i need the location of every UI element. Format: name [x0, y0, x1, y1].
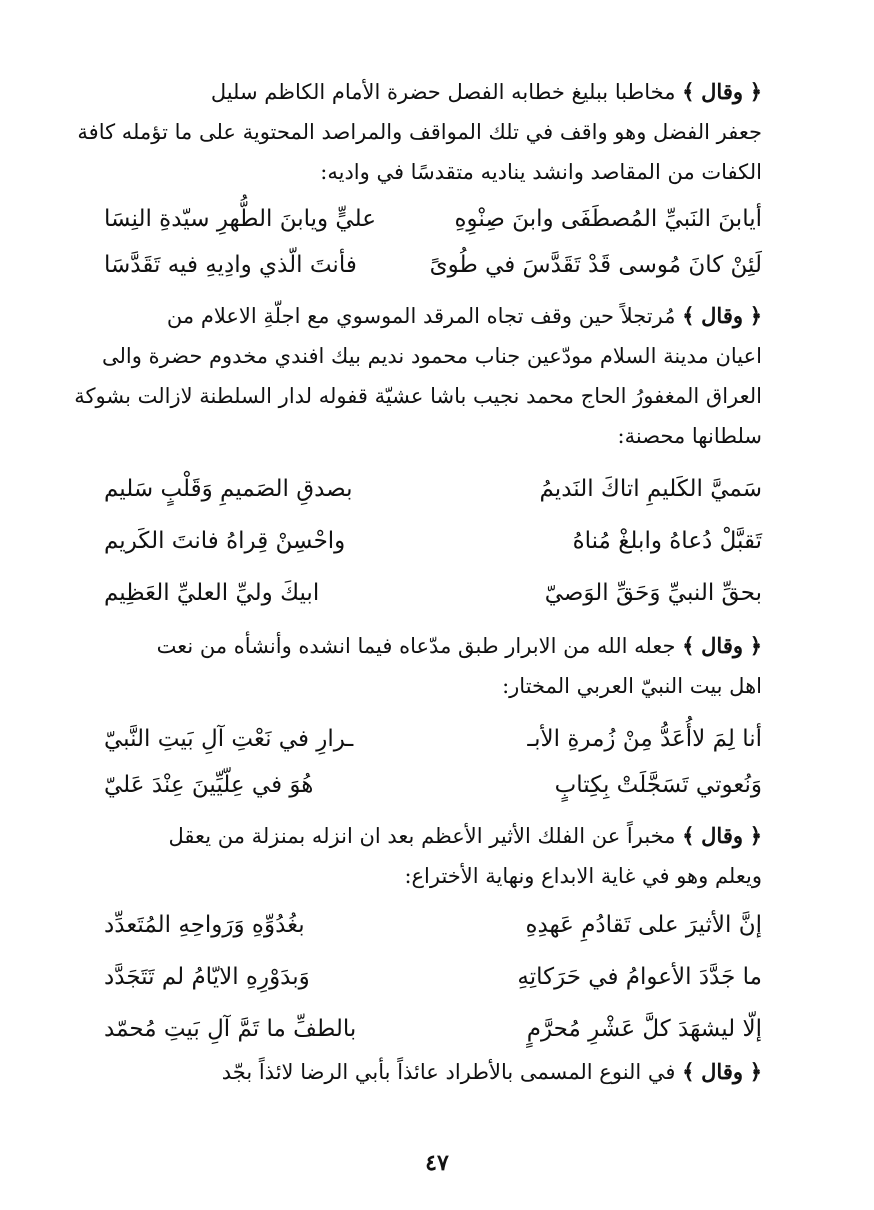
prose-text: جعله الله من الابرار طبق مدّعاه فيما انشده وأنشأه من نعت: [156, 634, 683, 658]
ornament-close: ﴾: [682, 79, 695, 104]
prose-text: في النوع المسمى بالأطراد عائذاً بأبي الرضا لائذاً بجّد: [221, 1060, 683, 1084]
prose-paragraph: [104, 816, 762, 896]
ornament-close: ﴾: [682, 1059, 695, 1084]
prose-line: الكفات من المقاصد وانشد يناديه متقدسًا في واديه:: [320, 160, 762, 184]
ornament-close: ﴾: [682, 823, 695, 848]
verse-second-hemistich: واحْسِنْ قِراهُ فانتَ الكَريم: [104, 528, 346, 554]
ornament-close: ﴾: [682, 303, 695, 328]
ornament-open: ﴿: [749, 633, 762, 658]
verse-line: [104, 466, 762, 512]
prose-line: [104, 626, 762, 666]
verse-line: [104, 570, 762, 616]
verse-first-hemistich: أنا لِمَ لاأُعَدُّ مِنْ زُمرةِ الأبـ: [527, 726, 762, 752]
verse-first-hemistich: إنَّ الأثيرَ على تَقادُمِ عَهدِهِ: [525, 912, 762, 938]
prose-line: [104, 72, 762, 112]
verse-line: [104, 762, 762, 808]
verse-line: [104, 902, 762, 948]
verse-second-hemistich: فأنتَ الّذي وادِيهِ فيه تَقَدَّسَا: [104, 252, 357, 278]
prose-line: [104, 1052, 762, 1092]
ornament-open: ﴿: [749, 303, 762, 328]
prose-paragraph: [74, 296, 762, 456]
verse-block: [104, 716, 762, 808]
verse-second-hemistich: بغُدُوِّهِ وَرَواحِهِ المُتَعدِّد: [104, 912, 305, 938]
verse-second-hemistich: وَبدَوْرِهِ الايّامُ لم تَتَجَدَّد: [104, 964, 310, 990]
prose-line: العراق المغفورُ الحاج محمد نجيب باشا عشيّة قفوله لدار السلطنة لازالت بشوكة: [74, 384, 762, 408]
verse-second-hemistich: ـرارِ في نَعْتِ آلِ بَيتِ النَّبيّ: [104, 726, 354, 752]
prose-line: [104, 816, 762, 856]
prose-line: جعفر الفضل وهو واقف في تلك المواقف والمراصد المحتوية على ما تؤمله كافة: [77, 120, 762, 144]
verse-first-hemistich: بحقِّ النبيِّ وَحَقِّ الوَصيّ: [544, 580, 762, 606]
prose-text: مخاطبا ببليغ خطابه الفصل حضرة الأمام الكاظم سليل: [210, 80, 683, 104]
verse-line: [104, 1006, 762, 1052]
intro-keyword: وقال: [701, 633, 743, 658]
prose-line: اعيان مدينة السلام مودّعين جناب محمود نديم بيك افندي مخدوم حضرة والى: [102, 344, 762, 368]
verse-first-hemistich: أيابنَ النَبيِّ المُصطَفَى وابنَ صِنْوِهِ: [454, 206, 762, 232]
verse-first-hemistich: سَميَّ الكَليمِ اتاكَ النَديمُ: [539, 476, 762, 502]
verse-line: [104, 196, 762, 242]
ornament-open: ﴿: [749, 79, 762, 104]
verse-line: [104, 716, 762, 762]
prose-paragraph: [77, 72, 762, 192]
verse-first-hemistich: وَنُعوتي تَسَجَّلَتْ بِكِتابٍ: [554, 772, 762, 798]
prose-text: مُرتجلاً حين وقف تجاه المرقد الموسوي مع اجلّةِ الاعلام من: [166, 304, 683, 328]
intro-keyword: وقال: [701, 1059, 743, 1084]
verse-line: [104, 954, 762, 1000]
page-number: ٤٧: [425, 1150, 449, 1176]
verse-block: [104, 196, 762, 288]
verse-line: [104, 242, 762, 288]
verse-first-hemistich: تَقبَّلْ دُعاهُ وابلغْ مُناهُ: [572, 528, 762, 554]
verse-block: [104, 902, 762, 1052]
prose-paragraph: [104, 626, 762, 706]
verse-second-hemistich: بصدقِ الصَميمِ وَقَلْبٍ سَليم: [104, 476, 353, 502]
prose-text: مخبراً عن الفلك الأثير الأعظم بعد ان انزله بمنزلة من يعقل: [168, 824, 683, 848]
prose-line: اهل بيت النبيّ العربي المختار:: [502, 674, 762, 698]
prose-line: [104, 296, 762, 336]
intro-keyword: وقال: [701, 79, 743, 104]
intro-keyword: وقال: [701, 303, 743, 328]
verse-first-hemistich: ما جَدَّدَ الأعوامُ في حَرَكاتِهِ: [517, 964, 762, 990]
verse-first-hemistich: لَئِنْ كانَ مُوسى قَدْ تَقَدَّسَ في طُوىً: [429, 252, 762, 278]
prose-paragraph: [104, 1052, 762, 1092]
verse-second-hemistich: بالطفِّ ما تَمَّ آلِ بَيتِ مُحمّد: [104, 1016, 357, 1042]
verse-second-hemistich: عليٍّ ويابنَ الطُّهرِ سيّدةِ النِسَا: [104, 206, 376, 232]
ornament-close: ﴾: [682, 633, 695, 658]
ornament-open: ﴿: [749, 1059, 762, 1084]
ornament-open: ﴿: [749, 823, 762, 848]
prose-line: ويعلم وهو في غاية الابداع ونهاية الأختراع:: [404, 864, 762, 888]
intro-keyword: وقال: [701, 823, 743, 848]
verse-second-hemistich: ابيكَ وليِّ العليِّ العَظِيم: [104, 580, 320, 606]
verse-second-hemistich: هُوَ في عِلّيِّينَ عِنْدَ عَليّ: [104, 772, 314, 798]
verse-block: [104, 466, 762, 616]
verse-first-hemistich: إلّا ليشهَدَ كلَّ عَشْرِ مُحرَّمٍ: [526, 1016, 762, 1042]
verse-line: [104, 518, 762, 564]
prose-line: سلطانها محصنة:: [617, 424, 762, 448]
